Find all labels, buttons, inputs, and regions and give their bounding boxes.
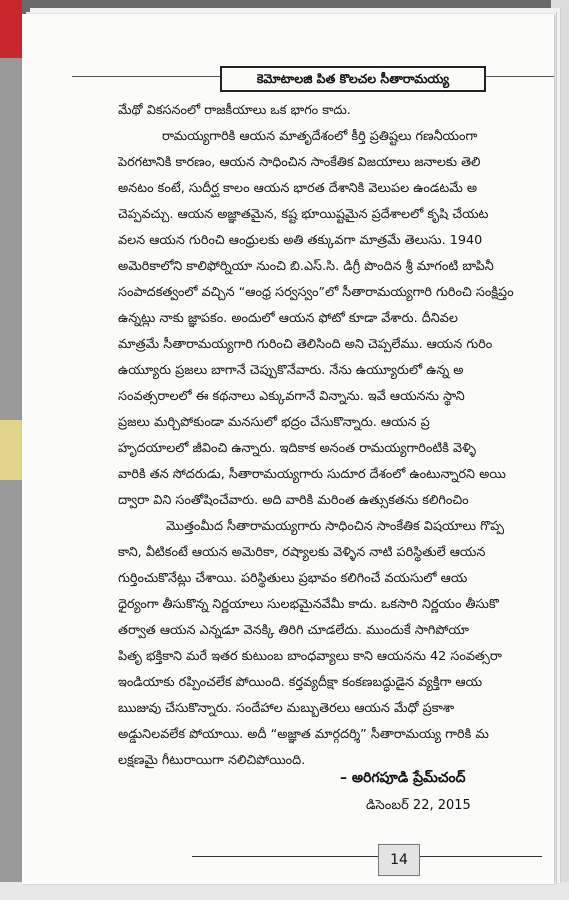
- text-line: మాత్రమే సీతారామయ్యగారి గురించి తెలిసింది అని చెప్పలేము. ఆయన గురిం: [118, 337, 493, 352]
- text-line: చెప్పవచ్చు. ఆయన అజ్ఞాతమైన, కష్ట భూయిష్టమైన ప్రదేశాలలో కృషి చేయట: [118, 207, 489, 222]
- text-line: మేథో వికసనంలో రాజకీయాలు ఒక భాగం కాదు.: [118, 103, 351, 118]
- running-header: కెమోటాలజి పిత కొలచల సీతారామయ్య: [220, 66, 486, 92]
- footer-rule: [192, 856, 542, 857]
- text-line: వలన ఆయన గురించి ఆంధ్రులకు అతి తక్కువగా మాత్రమే తెలుసు. 1940: [118, 233, 483, 248]
- book-page: [22, 14, 554, 884]
- text-line: ఉయ్యూరు ప్రజలు బాగానే చెప్పుకొనేవారు. నేను ఉయ్యూరులో ఉన్న అ: [118, 363, 464, 378]
- text-line: హృదయాలలో జీవించి ఉన్నారు. ఇదికాక అనంత రామయ్యగారింటికి వెళ్ళి: [118, 441, 477, 456]
- background-red-corner: [0, 0, 22, 58]
- text-line: గుర్తించుకొనేట్లు చేశాయి. పరిస్థితులు ప్రభావం కలిగించే వయసులో ఆయ: [118, 571, 468, 586]
- author-signature: – అరిగపూడి ప్రేమ్‌చంద్: [340, 770, 466, 786]
- text-line: పెరగటానికి కారణం, ఆయన సాధించిన సాంకేతిక విజయాలు జనాలకు తెలి: [118, 155, 481, 170]
- text-line: ఋజువు చేసుకొన్నారు. సందేహాల మబ్బుతెరలు ఆయన మేధో ప్రకాశా: [118, 701, 455, 716]
- text-line: లక్షణమై గీటురాయిగా నలిచిపోయింది.: [118, 753, 306, 768]
- text-line: అనటం కంటే, సుదీర్ఘ కాలం ఆయన భారత దేశానికి వెలుపల ఉండటమే అ: [118, 181, 478, 196]
- page-number: 14: [378, 844, 420, 876]
- text-line: వారికి తన సోదరుడు, సీతారామయ్యగారు సుదూర దేశంలో ఉంటున్నారని అయి: [118, 467, 506, 482]
- text-line: ఇండియాకు రప్పించలేక పోయింది. కర్తవ్యదీక్షా కంకణబద్ధుడైన వ్యక్తిగా ఆయ: [118, 675, 483, 690]
- text-line: సంపాదకత్వంలో వచ్చిన “ఆంధ్ర సర్వస్వం”లో సీతారామయ్యగారి గురించి సంక్షిప్తం: [118, 285, 514, 300]
- text-line: రామయ్యగారికి ఆయన మాతృదేశంలో కీర్తి ప్రతిష్టలు గణనీయంగా: [162, 129, 478, 144]
- text-line: అమెరికాలోని కాలిఫోర్నియా నుంచి బి.ఎస్.సి. డిగ్రీ పొందిన శ్రీ మాగంటి బాపినీ: [118, 259, 494, 274]
- text-line: కాని, వీటికంటే ఆయన అమెరికా, రష్యాలకు వెళ్ళిన నాటి పరిస్థితులే ఆయన: [118, 545, 486, 560]
- text-line: మొత్తంమీద సీతారామయ్యగారు సాధించిన సాంకేతిక విషయాలు గొప్ప: [166, 519, 505, 534]
- signature-date: డిసెంబర్ 22, 2015: [366, 798, 471, 813]
- text-line: ఉన్నట్లు నాకు జ్ఞాపకం. అందులో ఆయన ఫోటో కూడా వేశారు. దీనివల: [118, 311, 458, 326]
- text-line: సంవత్సరాలలో ఈ కథనాలు ఎక్కువగానే విన్నాను. ఇవే ఆయనను స్థాని: [118, 389, 465, 404]
- text-line: అడ్డునిలవలేక పోయాయి. అదీ “అజ్ఞాత మార్గదర్శి” సీతారామయ్య గారికి మ: [118, 727, 489, 742]
- text-line: పితృ భక్తికాని మరే ఇతర కుటుంబ బాంధవ్యాలు కాని ఆయనను 42 సంవత్సరా: [118, 649, 502, 664]
- background-bottom-strip: [0, 882, 569, 900]
- background-yellow-strip: [0, 420, 22, 480]
- text-line: ధైర్యంగా తీసుకొన్న నిర్ణయాలు సులభమైనవేమీ కాదు. ఒకసారి నిర్ణయం తీసుకొ: [118, 597, 499, 612]
- text-line: తర్వాత ఆయన ఎన్నడూ వెనక్కి తిరిగి చూడలేదు. ముందుకే సాగిపోయా: [118, 623, 469, 638]
- text-line: ద్వారా విని సంతోషించేవారు. అది వారికి మరింత ఉత్సుకతను కలిగించిం: [118, 493, 469, 508]
- text-line: ప్రజలు మర్చిపోకుండా మనసులో భద్రం చేసుకొన్నారు. ఆయన ప్ర: [118, 415, 430, 430]
